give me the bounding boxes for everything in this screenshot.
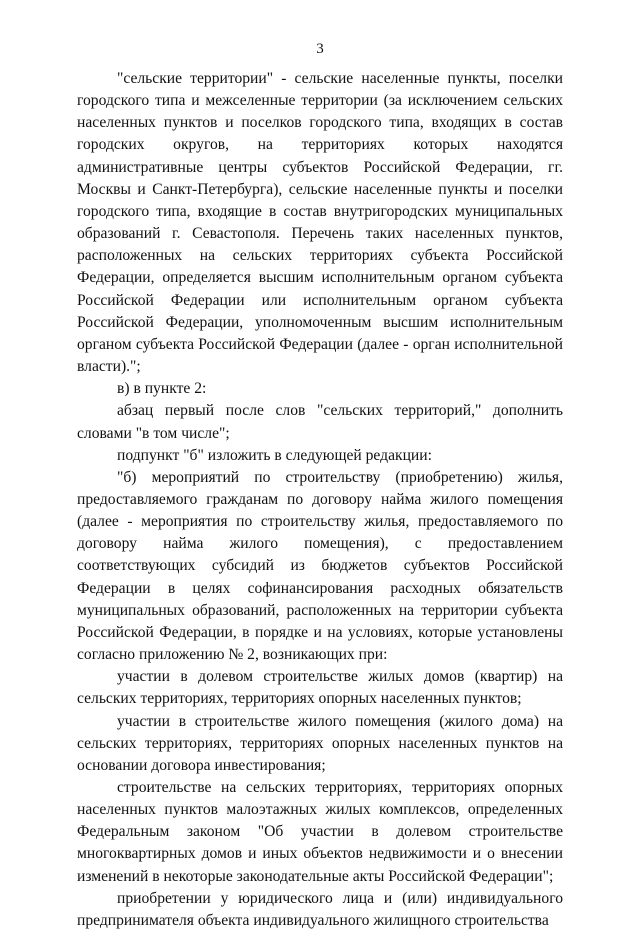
- document-body: [77, 68, 563, 932]
- paragraph-subitem-b-text: "б) мероприятий по строительству (приобретению) жилья, предоставляемого гражданам по договору найма жилого помещения (далее - мероприятия по строительству жилья, предоставляемого по договору найма жилого помещения), с предоставлением соответствующих субсидий из бюджетов субъектов Российской Федерации в целях софинансирования расходных обязательств муниципальных образований, расположенных на территории субъекта Российской Федерации, в порядке и на условиях, которые установлены согласно приложению № 2, возникающих при:: [77, 468, 563, 664]
- paragraph-rural-territories-definition: "сельские территории" - сельские населенные пункты, поселки городского типа и межселенные территории (за исключением сельских населенных пунктов и поселков городского типа, входящих в состав городских округов, на территориях которых находятся административные центры субъектов Российской Федерации, гг. Москвы и Санкт-Петербурга), сельские населенные пункты и поселки городского типа, входящие в состав внутригородских муниципальных образований г. Севастополя. Перечень таких населенных пунктов, расположенных на сельских территориях субъекта Российской Федерации, определяется высшим исполнительным органом субъекта Российской Федерации или исполнительным органом субъекта Российской Федерации, уполномоченным высшим исполнительным органом субъекта Российской Федерации (далее - орган исполнительной власти).";: [77, 70, 563, 376]
- paragraph-shared-construction: участии в долевом строительстве жилых домов (квартир) на сельских территориях, территориях опорных населенных пунктов;: [77, 668, 563, 708]
- paragraph-acquisition-from-legal-entity: приобретении у юридического лица и (или) индивидуального предпринимателя объекта индивидуального жилищного строительства: [77, 889, 563, 929]
- paragraph-subitem-b-header: подпункт "б" изложить в следующей редакции:: [117, 446, 432, 464]
- paragraph-low-rise-complexes: строительстве на сельских территориях, территориях опорных населенных пунктов малоэтажных жилых комплексов, определенных Федеральным законом "Об участии в долевом строительстве многоквартирных домов и иных объектов недвижимости и о внесении изменений в некоторые законодательные акты Российской Федерации";: [77, 779, 563, 885]
- paragraph-first-abzac-amendment: абзац первый после слов "сельских территорий," дополнить словами "в том числе";: [77, 402, 563, 442]
- paragraph-item-v-header: в) в пункте 2:: [117, 380, 207, 398]
- paragraph-construction-investment: участии в строительстве жилого помещения (жилого дома) на сельских территориях, территориях опорных населенных пунктов на основании договора инвестирования;: [77, 712, 563, 774]
- page-number: 3: [316, 41, 324, 57]
